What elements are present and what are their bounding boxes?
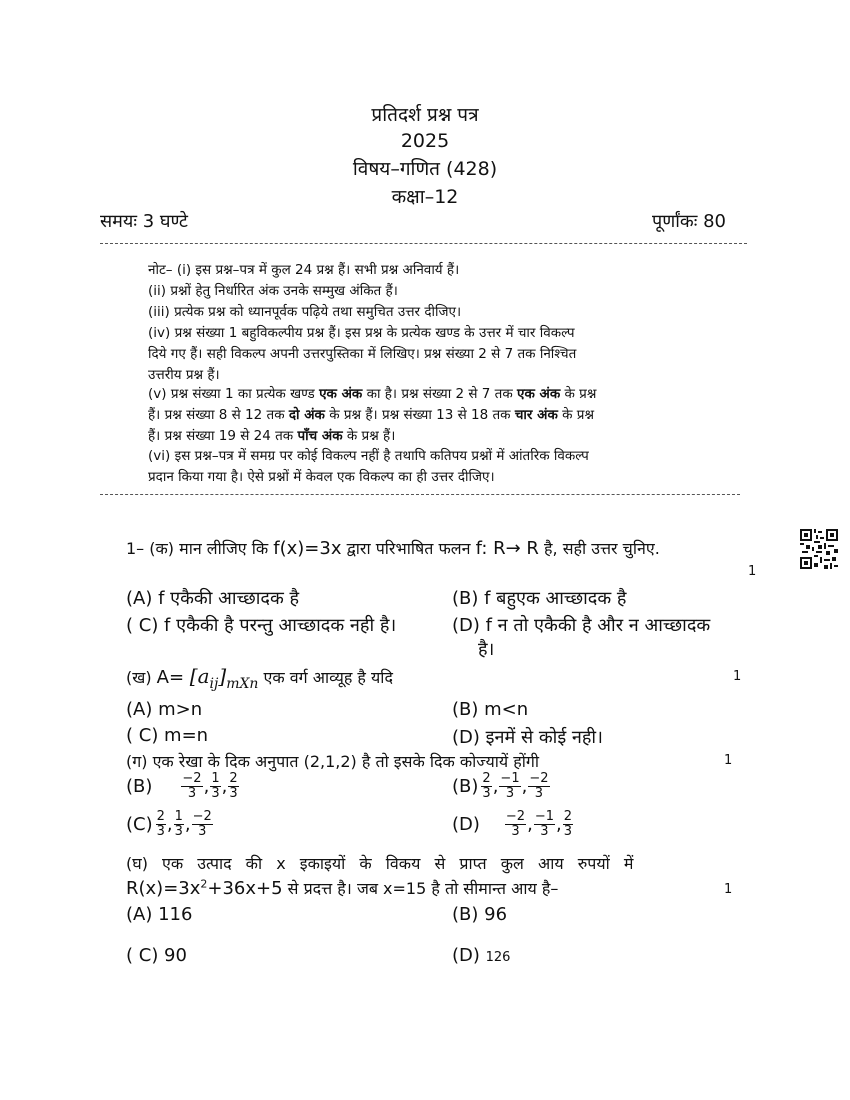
q1-ka-marks: 1 bbox=[748, 564, 757, 579]
note-2: (ii) प्रश्नों हेतु निर्धारित अंक उनके सम्मुख अंकित हैं। bbox=[148, 283, 398, 299]
matrix-expression: $[a_{ij}]_{mXn}$ bbox=[189, 664, 259, 692]
paper-year: 2025 bbox=[400, 130, 450, 152]
q1-ka-option-c: ( C) f एकैकी है परन्तु आच्छादक नही है। bbox=[126, 615, 397, 636]
q1-gha-option-a: (A) 116 bbox=[126, 904, 193, 925]
note-3: (iii) प्रत्येक प्रश्न को ध्यानपूर्वक पढ़िये तथा समुचित उत्तर दीजिए। bbox=[148, 304, 462, 320]
q1-gha-option-b: (B) 96 bbox=[452, 904, 508, 925]
q1-kha-text: (ख) $A= [a_{ij}]_{mXn}$ एक वर्ग आव्यूह है यदि bbox=[126, 664, 393, 692]
q1-gha-line1: (घ) एक उत्पाद की x इकाइयों के विकय से प्राप्त कुल आय रुपयों में bbox=[126, 854, 634, 873]
q1-ga-marks: 1 bbox=[724, 753, 733, 768]
qr-code-icon bbox=[800, 529, 838, 569]
q1-ka-option-b: (B) f बहुएक आच्छादक है bbox=[452, 588, 627, 609]
note-5b: हैं। प्रश्न संख्या 8 से 12 तक दो अंक के प्रश्न हैं। प्रश्न संख्या 13 से 18 तक चार अंक के प्रश्न bbox=[148, 407, 595, 423]
top-divider bbox=[100, 243, 747, 244]
q1-ka-option-d-cont: है। bbox=[478, 639, 495, 660]
paper-title: प्रतिदर्श प्रश्न पत्र bbox=[371, 104, 479, 126]
note-4b: दिये गए हैं। सही विकल्प अपनी उत्तरपुस्तिका में लिखिए। प्रश्न संख्या 2 से 7 तक निश्चित bbox=[148, 346, 577, 362]
note-4a: (iv) प्रश्न संख्या 1 बहुविकल्पीय प्रश्न हैं। इस प्रश्न के प्रत्येक खण्ड के उत्तर में चार विकल्प bbox=[148, 325, 575, 341]
q1-ga-option-c: (C) $\frac{2}{3}$ , $\frac{1}{3}$ , $\frac{-2}{3}$ bbox=[126, 809, 212, 839]
q1-gha-option-d: (D) 126 bbox=[452, 945, 511, 966]
q1-ka-text: 1– (क) मान लीजिए कि f(x)=3x द्वारा परिभाषित फलन f: R→ R है, सही उत्तर चुनिए. bbox=[126, 538, 660, 559]
q1-ka-option-d: (D) f न तो एकैकी है और न आच्छादक bbox=[452, 615, 711, 636]
paper-subject: विषय–गणित (428) bbox=[352, 158, 498, 180]
note-6b: प्रदान किया गया है। ऐसे प्रश्नों में केवल एक विकल्प का ही उत्तर दीजिए। bbox=[148, 469, 495, 485]
note-1: नोट– (i) इस प्रश्न–पत्र में कुल 24 प्रश्न हैं। सभी प्रश्न अनिवार्य हैं। bbox=[148, 262, 460, 278]
note-5a: (v) प्रश्न संख्या 1 का प्रत्येक खण्ड एक अंक का है। प्रश्न संख्या 2 से 7 तक एक अंक के प्रश्न bbox=[148, 386, 597, 402]
q1-ga-text: (ग) एक रेखा के दिक अनुपात (2,1,2) है तो इसके दिक कोज्यायें होंगी bbox=[126, 752, 540, 771]
note-5c: हैं। प्रश्न संख्या 19 से 24 तक पाँच अंक के प्रश्न हैं। bbox=[148, 428, 396, 444]
q1-gha-marks: 1 bbox=[724, 882, 733, 897]
q1-ga-option-b1: (B) $\frac{-2}{3}$ , $\frac{1}{3}$ , $\frac{2}{3}$ bbox=[126, 771, 238, 801]
q1-kha-option-b: (B) m<n bbox=[452, 699, 529, 720]
q1-kha-option-c: ( C) m=n bbox=[126, 725, 209, 746]
note-6a: (vi) इस प्रश्न–पत्र में समग्र पर कोई विकल्प नहीं है तथापि कतिपय प्रश्नों में आंतरिक विकल्प bbox=[148, 448, 589, 464]
max-marks: पूर्णांकः 80 bbox=[652, 211, 726, 232]
paper-class: कक्षा–12 bbox=[391, 186, 459, 208]
time-allowed: समयः 3 घण्टे bbox=[100, 211, 188, 232]
q1-ga-option-b2: (B) $\frac{2}{3}$ , $\frac{-1}{3}$ , $\frac{-2}{3}$ bbox=[452, 771, 549, 801]
q1-kha-option-a: (A) m>n bbox=[126, 699, 203, 720]
q1-gha-option-c: ( C) 90 bbox=[126, 945, 187, 966]
note-4c: उत्तरीय प्रश्न हैं। bbox=[148, 367, 220, 383]
q1-gha-line2: $R(x)=3x^2+36x+5$ से प्रदत्त है। जब x=15 है तो सीमान्त आय है– bbox=[126, 877, 559, 899]
q1-ka-option-a: (A) f एकैकी आच्छादक है bbox=[126, 588, 300, 609]
bottom-divider bbox=[100, 494, 740, 495]
q1-kha-option-d: (D) इनमें से कोई नही। bbox=[452, 727, 603, 748]
q1-kha-marks: 1 bbox=[733, 669, 742, 684]
q1-ga-option-d: (D) $\frac{-2}{3}$ , $\frac{-1}{3}$ , $\frac{2}{3}$ bbox=[452, 809, 572, 839]
